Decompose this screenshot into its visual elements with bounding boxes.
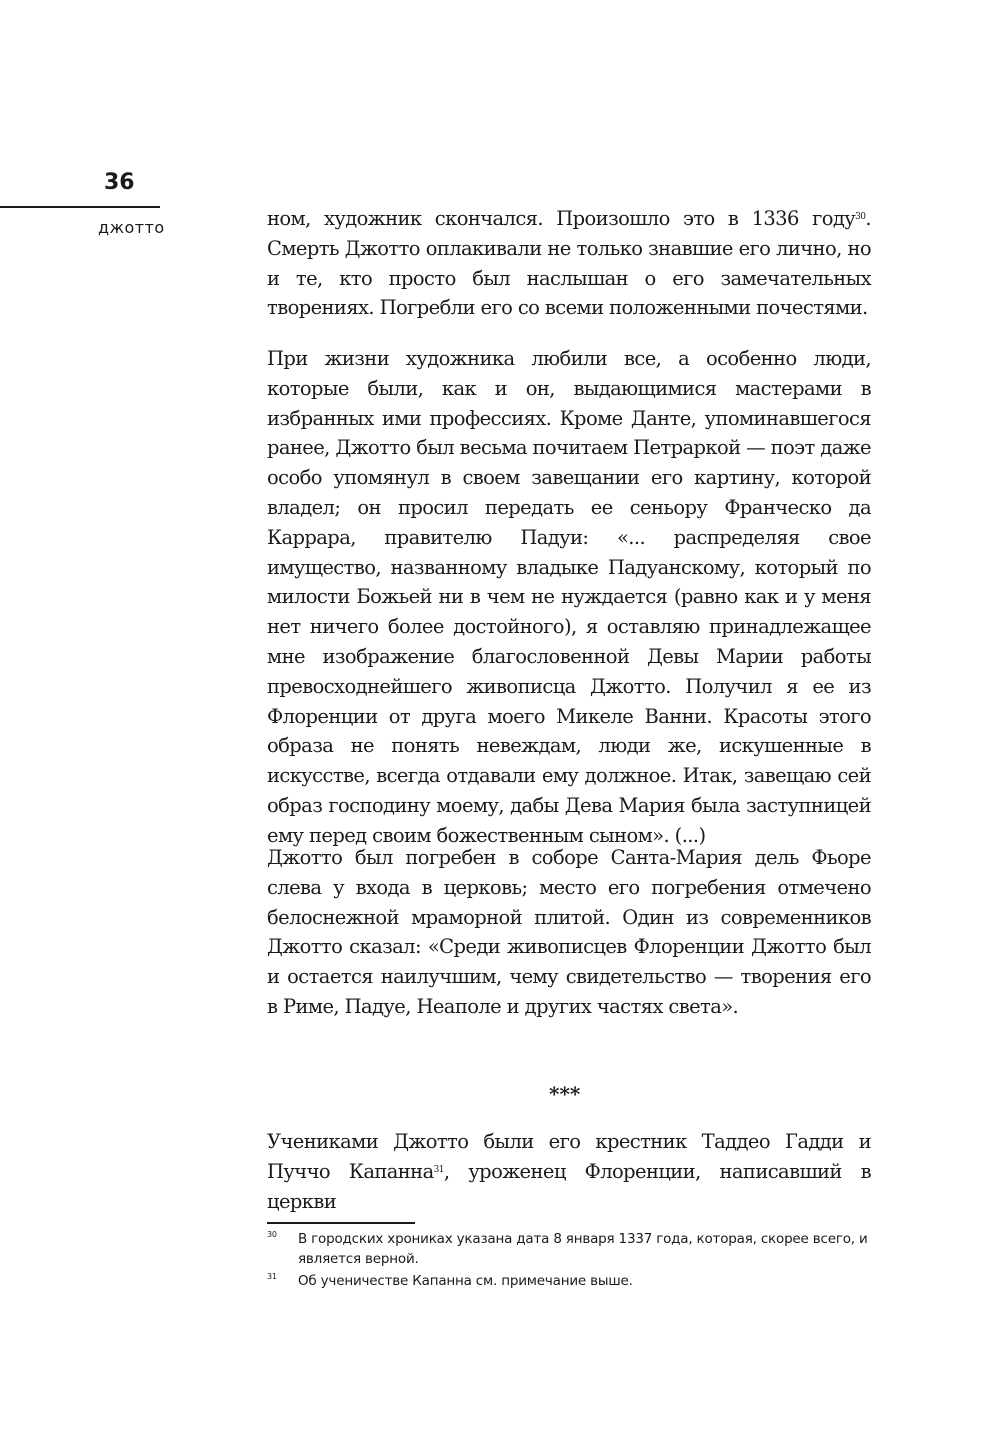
footnote-text: В городских хрониках указана дата 8 января 1337 года, которая, скорее всего, и является верной. [298,1231,868,1267]
page-number: 36 [104,170,135,195]
paragraph-4-end: , уроженец Флоренции, написавший в церкви [267,1159,871,1213]
paragraph-4-start: Учениками Джотто были его крестник Таддео Гадди и Пуччо Капанна [267,1130,871,1183]
running-title: джотто [98,218,165,237]
footnote-text: Об ученичестве Капанна см. примечание выше. [298,1273,633,1289]
section-separator: *** [549,1082,581,1106]
footnote-31 [267,1271,871,1291]
footnote-number: 30 [267,1230,277,1239]
footnote-30 [267,1229,871,1269]
paragraph-1 [267,204,871,323]
footnote-ref-30[interactable]: 30 [855,212,866,222]
paragraph-3: Джотто был погребен в соборе Санта-Мария дель Фьоре слева у входа в церковь; место его погребения отмечено белоснежной мраморной плитой. Один из современников Джотто сказал: «Среди живописцев Флоренции Джотто был и остается наилучшим, чему свидетельство — творения его в Риме, Падуе, Неаполе и других частях света». [267,846,871,1018]
paragraph-4 [267,1127,871,1216]
footnote-ref-31[interactable]: 31 [433,1164,444,1175]
paragraph-1-end: . Смерть Джотто оплакивали не только знавшие его лично, но и те, кто просто был наслышан о его замечательных творениях. Погребли его со всеми положенными почестями. [267,207,871,320]
header-rule [0,206,160,208]
paragraph-1-start: ном, художник скончался. Произошло это в 1336 году [267,207,856,230]
footnote-rule [267,1222,415,1224]
paragraph-2: При жизни художника любили все, а особенно люди, которые были, как и он, выдающимися мастерами в избранных ими профессиях. Кроме Данте, упоминавшегося ранее, Джотто был весьма почитаем Петраркой — поэт даже особо упомянул в своем завещании его картину, которой владел; он просил передать ее сеньору Франческо да Каррара, правителю Падуи: «... распределяя свое имущество, названному владыке Падуанскому, который по милости Божьей ни в чем не нуждается (равно как и у меня нет ничего более достойного), я оставляю принадлежащее мне изображение благословенной Девы Марии работы превосходнейшего живописца Джотто. Получил я ее из Флоренции от друга моего Микеле Ванни. Красоты этого образа не понять невеждам, люди же, искушенные в искусстве, всегда отдавали ему должное. Итак, завещаю сей образ господину моему, дабы Дева Мария была заступницей ему перед своим божественным сыном». (...) [267,347,871,847]
footnote-number: 31 [267,1272,277,1281]
